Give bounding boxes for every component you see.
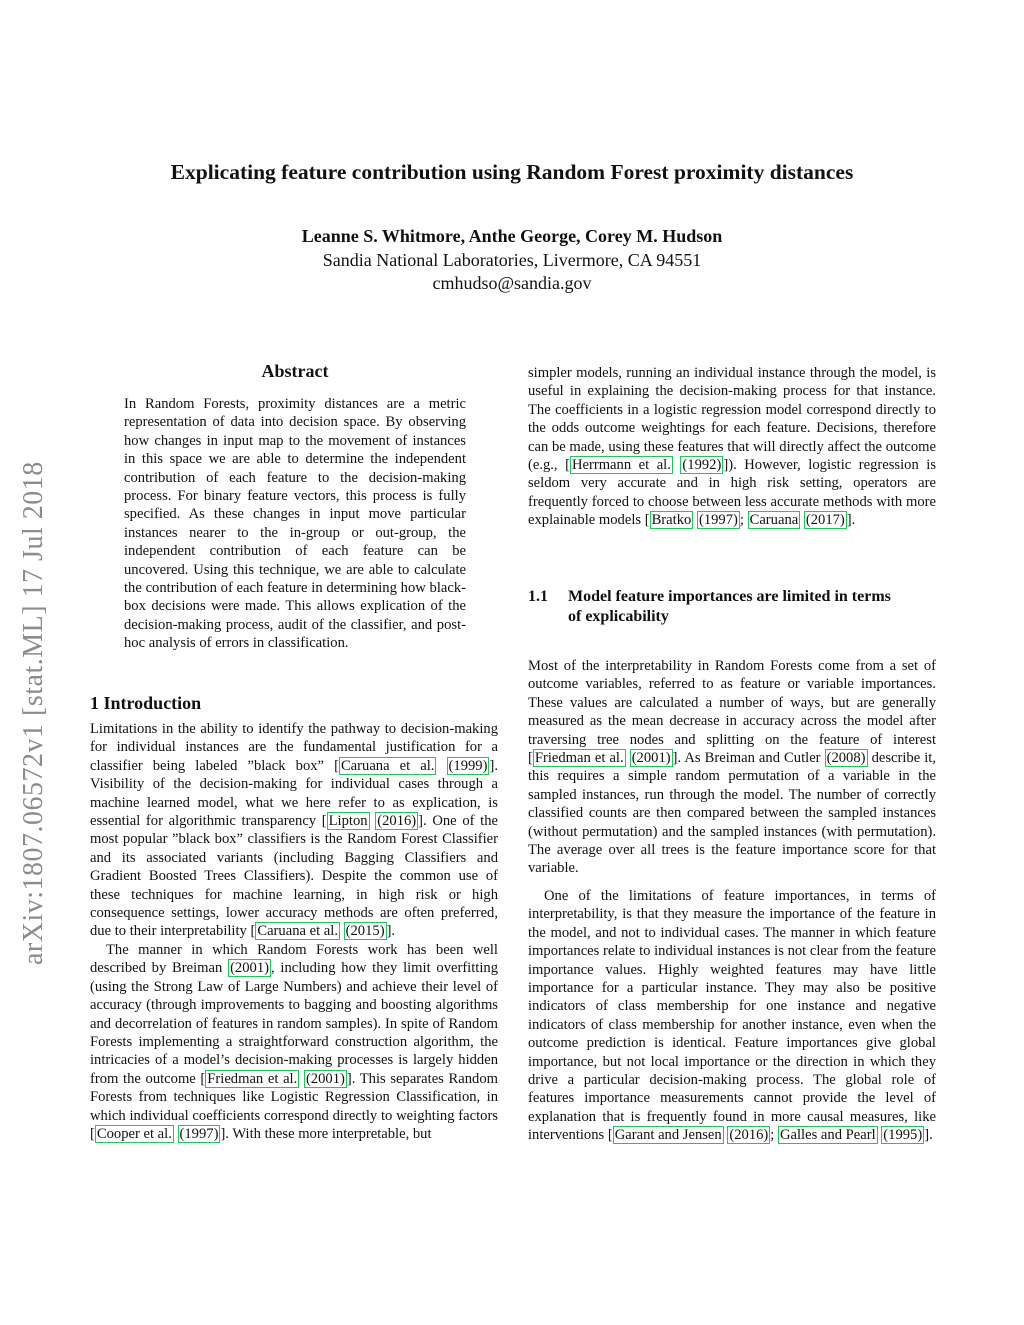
- citation-year-link[interactable]: (1992): [682, 457, 722, 474]
- citation-year-link[interactable]: (1995): [883, 1127, 923, 1144]
- right-column-top: [528, 364, 936, 530]
- citation-link[interactable]: Caruana et al.: [340, 757, 435, 774]
- citation-year-link[interactable]: (2015): [345, 923, 385, 940]
- right-column-body: [528, 657, 936, 1145]
- intro-paragraph-1: Limitations in the ability to identify the pathway to decision-making for individual instances are the fundamental justification for a classifier being labeled ”black box” [ Caruana et al. (1999) ]. Visibility of the decision-making for individual cases through a machine learned model, what we here refer to as explication, is essential for algorithmic transparency [ Lipton (2016) ]. One of the most popular ”black box” classifiers is the Random Forest Classifier and its associated variants (including Bagging Classifiers and Gradient Boosted Trees Classifiers). Despite the common use of these techniques for machine learning, in high risk or high consequence settings, lower accuracy methods are often preferred, due to their interpretability [ Caruana et al. (2015) ].: [90, 721, 498, 940]
- citation-link[interactable]: Caruana et al.: [257, 923, 338, 940]
- citation-link[interactable]: Bratko: [651, 512, 692, 529]
- citation-link[interactable]: Herrmann et al.: [571, 457, 671, 474]
- paper-title: Explicating feature contribution using Random Forest proximity distances: [170, 160, 854, 184]
- author-list: Leanne S. Whitmore, Anthe George, Corey M. Hudson: [301, 226, 723, 246]
- citation-link[interactable]: Galles and Pearl: [779, 1127, 876, 1144]
- citation-link[interactable]: Caruana: [749, 512, 799, 529]
- right-paragraph-3: One of the limitations of feature importances, in terms of interpretability, is that they measure the importance of the feature in the model, and not to individual cases. The manner in which feature importances relate to individual instances is not clear from the feature importance values. Highly weighted features may have little importance for a particular instance. They may also be positive indicators of class membership for one instance and negative indicators of class membership for another instance, even when the outcome prediction is identical. Feature importances give global importance, but not local importance or the direction in which they drive a particular decision-making process. The global role of features importance measurements cannot provide the level of explanation that is frequently found in more causal measures, like interventions [ Garant and Jensen (2016) ; Galles and Pearl (1995) ].: [528, 887, 936, 1144]
- citation-year-link[interactable]: (1999): [448, 757, 488, 774]
- citation-link[interactable]: Lipton: [328, 813, 368, 830]
- affiliation: Sandia National Laboratories, Livermore, CA 94551: [322, 250, 702, 270]
- section-heading-introduction: 1 Introduction: [90, 693, 202, 713]
- abstract-block: [124, 362, 466, 667]
- citation-link[interactable]: Cooper et al.: [96, 1125, 172, 1142]
- citation-year-link[interactable]: (1997): [179, 1125, 219, 1142]
- citation-link[interactable]: Friedman et al.: [207, 1070, 298, 1087]
- citation-year-link[interactable]: (2001): [230, 960, 269, 977]
- abstract-text: In Random Forests, proximity distances are a metric representation of data into decision space. By observing how changes in input map to the movement of instances in this space we are able to determine the independent contribution of each feature to the decision-making process. For binary feature vectors, this process is fully specified. As these changes in input move particular instances nearer to the in-group or out-group, the independent contribution of each feature can be uncovered. Using this technique, we are able to calculate the contribution of each feature in determining how black-box decisions were made. This allows explication of the decision-making process, audit of the classifier, and post-hoc analysis of errors in classification.: [124, 396, 466, 652]
- subsection-title: Model feature importances are limited in terms of explicability: [568, 588, 891, 625]
- right-paragraph-1: simpler models, running an individual instance through the model, is useful in explaining the decision-making process for that instance. The coefficients in a logistic regression model correspond directly to the odds outcome weightings for each feature. Decisions, therefore can be made, using these features that will directly affect the outcome (e.g., [ Herrmann et al. (1992) ]). However, logistic regression is seldom very accurate and in high risk setting, operators are frequently forced to choose between less accurate methods with more explainable models [ Bratko (1997) ; Caruana (2017) ].: [528, 365, 937, 529]
- citation-year-link[interactable]: (1997): [698, 512, 738, 529]
- citation-year-link[interactable]: (2017): [805, 512, 845, 529]
- citation-year-link[interactable]: (2001): [305, 1070, 345, 1087]
- subsection-heading-1-1: [528, 587, 898, 627]
- subsection-number: 1.1: [528, 588, 548, 605]
- citation-year-link[interactable]: (2016): [377, 813, 417, 830]
- contact-email[interactable]: cmhudso@sandia.gov: [432, 273, 592, 293]
- citation-year-link[interactable]: (2008): [826, 750, 866, 767]
- abstract-heading: Abstract: [261, 361, 329, 381]
- intro-paragraph-2: The manner in which Random Forests work has been well described by Breiman (2001) , including how they limit overfitting (using the Strong Law of Large Numbers) and achieve their level of accuracy (through improvements to bagging and boosting algorithms and decorrelation of features in random samples). In spite of Random Forests implementing a straightforward construction algorithm, the intricacies of a model’s decision-making processes is largely hidden from the outcome [ Friedman et al. (2001) ]. This separates Random Forests from techniques like Logistic Regression Classification, in which individual coefficients correspond directly to weighting factors [ Cooper et al. (1997) ]. With these more interpretable, but: [90, 941, 498, 1142]
- citation-link[interactable]: Garant and Jensen: [614, 1127, 722, 1144]
- citation-year-link[interactable]: (2016): [729, 1127, 769, 1144]
- arxiv-identifier: arXiv:1807.06572v1 [stat.ML] 17 Jul 2018: [18, 461, 49, 965]
- citation-link[interactable]: Friedman et al.: [534, 750, 624, 767]
- citation-year-link[interactable]: (2001): [631, 750, 671, 767]
- right-paragraph-2: Most of the interpretability in Random Forests come from a set of outcome variables, referred to as feature or variable importances. These values are calculated a number of ways, but are generally measured as the mean decrease in accuracy across the model after traversing tree nodes and splitting on the feature of interest [ Friedman et al. (2001) ]. As Breiman and Cutler (2008) describe it, this requires a simple random permutation of a variable in the sampled instances, run through the model. The number of correctly classified counts are then compared between the sampled instances (without permutation) and the sampled instances (with permutation). The average over all trees is the feature importance score for that variable.: [528, 658, 936, 877]
- left-column-body: [90, 720, 498, 1143]
